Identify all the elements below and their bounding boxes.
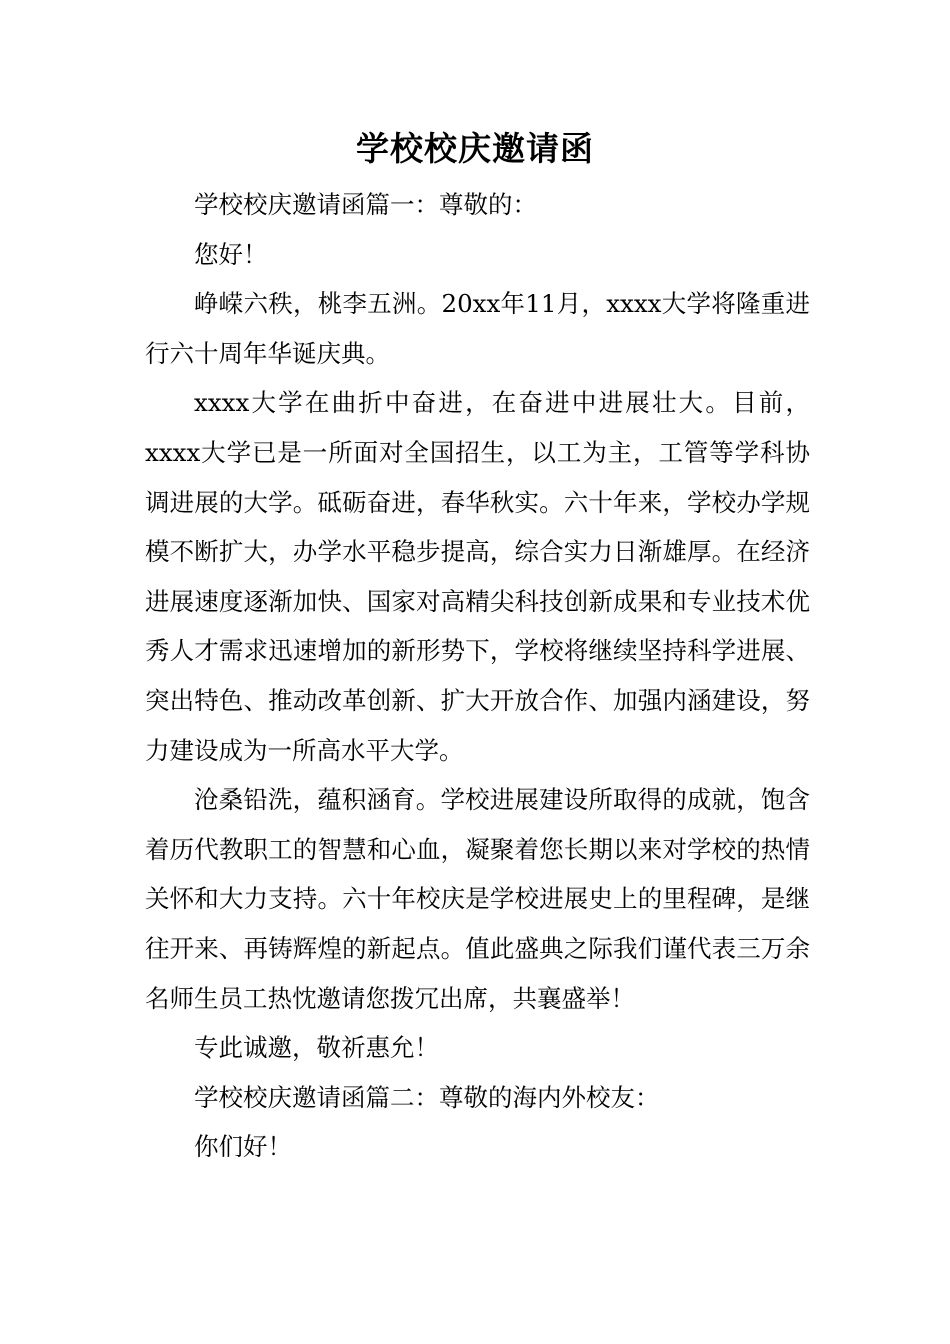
paragraph-anniversary: 峥嵘六秩，桃李五洲。20xx年11月，xxxx大学将隆重进行六十周年华诞庆典。: [145, 289, 810, 368]
paragraph-university-intro: xxxx大学在曲折中奋进，在奋进中进展壮大。目前，xxxx大学已是一所面对全国招生，以工为主，工管等学科协调进展的大学。砥砺奋进，春华秋实。六十年来，学校办学规模不断扩大，办学水平稳步提高，综合实力日渐雄厚。在经济进展速度逐渐加快、国家对高精尖科技创新成果和专业技术优秀人才需求迅速增加的新形势下，学校将继续坚持科学进展、突出特色、推动改革创新、扩大开放合作、加强内涵建设，努力建设成为一所高水平大学。: [145, 388, 810, 765]
document-title: 学校校庆邀请函: [356, 129, 594, 168]
paragraph-salutation-2: 学校校庆邀请函篇二：尊敬的海内外校友：: [194, 1082, 660, 1112]
paragraph-invitation: 沧桑铅洗，蕴积涵育。学校进展建设所取得的成就，饱含着历代教职工的智慧和心血，凝聚着您长期以来对学校的热情关怀和大力支持。六十年校庆是学校进展史上的里程碑，是继往开来、再铸辉煌的新起点。值此盛典之际我们谨代表三万余名师生员工热忱邀请您拨冗出席，共襄盛举！: [145, 785, 810, 1013]
paragraph-greeting-2: 你们好！: [194, 1132, 292, 1162]
paragraph-greeting-1: 您好！: [194, 239, 268, 269]
paragraph-closing: 专此诚邀，敬祈惠允！: [194, 1033, 439, 1063]
document-body: [145, 180, 810, 1172]
paragraph-salutation-1: 学校校庆邀请函篇一：尊敬的：: [194, 190, 537, 219]
